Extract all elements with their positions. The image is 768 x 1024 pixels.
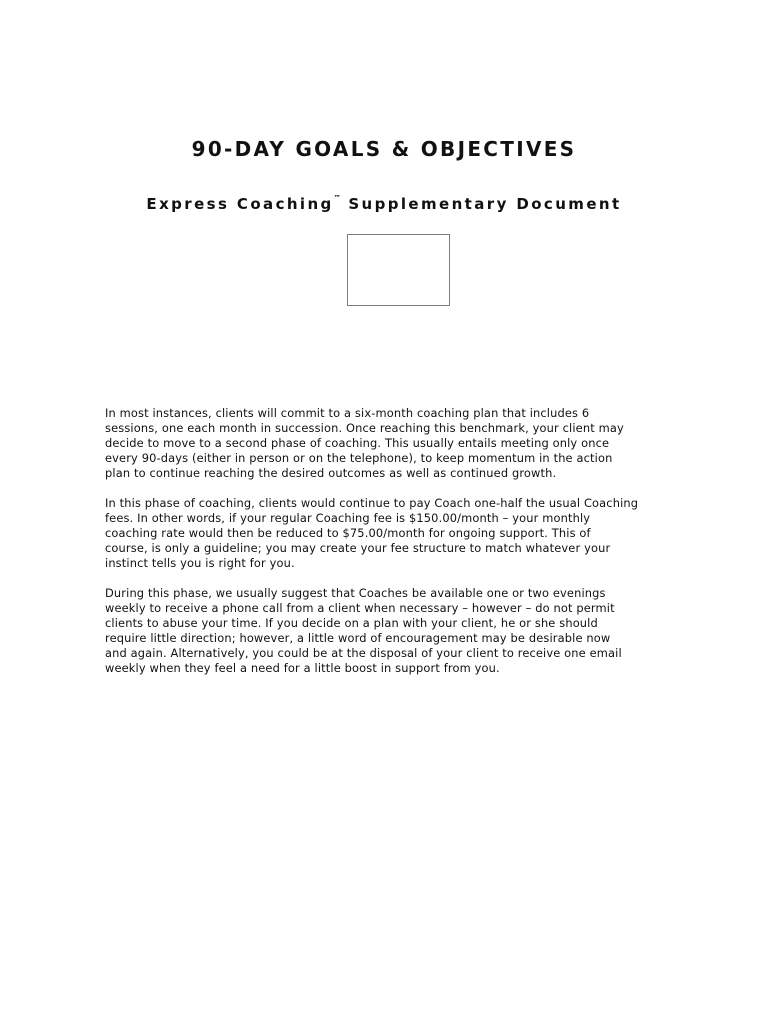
text-line: weekly to receive a phone call from a client when necessary – however – do not permit: [105, 601, 615, 615]
text-line: clients to abuse your time. If you decide on a plan with your client, he or she should: [105, 616, 598, 630]
text-line: weekly when they feel a need for a little boost in support from you.: [105, 661, 500, 675]
subtitle-text: Supplementary Document: [340, 195, 622, 213]
body-text: [105, 406, 705, 691]
subtitle-brand: Express Coaching: [146, 195, 334, 213]
text-line: decide to move to a second phase of coaching. This usually entails meeting only once: [105, 436, 610, 450]
trademark-symbol: ™: [333, 194, 341, 202]
text-line: coaching rate would then be reduced to $75.00/month for ongoing support. This of: [105, 526, 591, 540]
text-line: During this phase, we usually suggest that Coaches be available one or two evenings: [105, 586, 606, 600]
text-line: require little direction; however, a little word of encouragement may be desirable now: [105, 631, 611, 645]
text-line: and again. Alternatively, you could be at the disposal of your client to receive one email: [105, 646, 622, 660]
document-subtitle: [0, 194, 768, 214]
text-line: plan to continue reaching the desired outcomes as well as continued growth.: [105, 466, 557, 480]
text-line: In most instances, clients will commit to a six-month coaching plan that includes 6: [105, 406, 590, 420]
paragraph-3: [105, 586, 705, 676]
text-line: sessions, one each month in succession. Once reaching this benchmark, your client may: [105, 421, 624, 435]
text-line: fees. In other words, if your regular Coaching fee is $150.00/month – your monthly: [105, 511, 591, 525]
document-title: 90-DAY GOALS & OBJECTIVES: [191, 137, 577, 161]
text-line: In this phase of coaching, clients would continue to pay Coach one-half the usual Coaching: [105, 496, 639, 510]
image-placeholder: [347, 234, 450, 306]
text-line: course, is only a guideline; you may create your fee structure to match whatever your: [105, 541, 611, 555]
paragraph-1: [105, 406, 705, 481]
text-line: every 90-days (either in person or on the telephone), to keep momentum in the action: [105, 451, 613, 465]
paragraph-2: [105, 496, 705, 571]
text-line: instinct tells you is right for you.: [105, 556, 295, 570]
